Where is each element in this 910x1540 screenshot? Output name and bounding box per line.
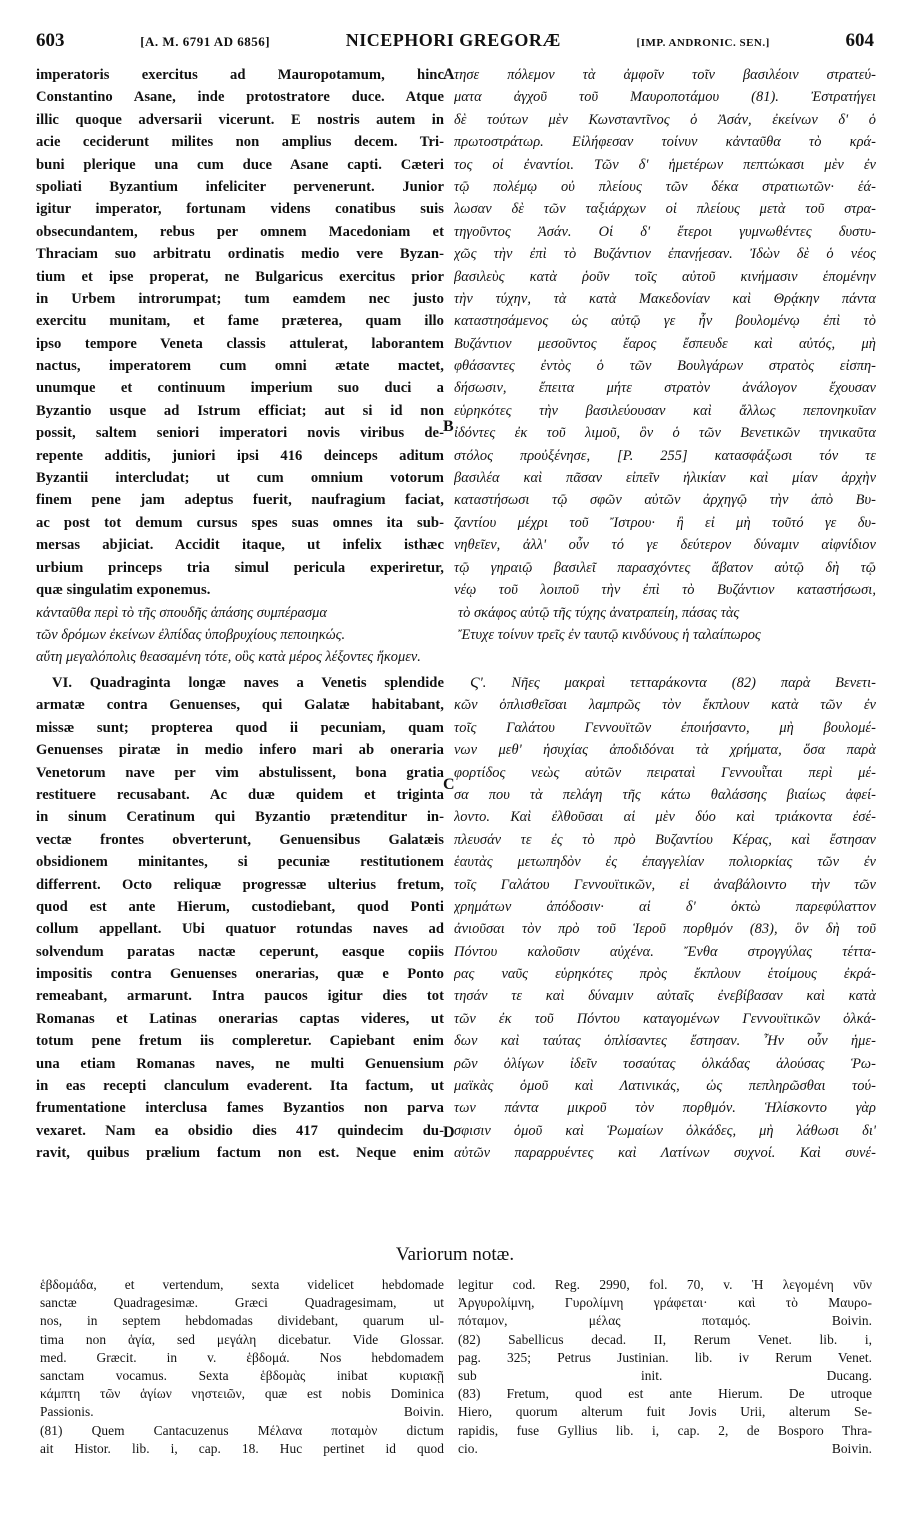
text-line: obsecundantem, rebus per omnem Macedoniam et xyxy=(36,223,444,240)
spanning-left-text: τῶν δρόμων ἐκείνων ἐλπίδας ὑποβρυχίους πεποιηκώς. xyxy=(36,627,346,643)
text-line: τῶν ἐκ τοῦ Πόντου καταγομένων Γεννουϊτικῶν ὁλκά- xyxy=(454,1010,876,1027)
text-line: ἰδόντες ἐκ τοῦ λιμοῦ, ὃν ὁ τῶν Βενετικῶν τηνικαῦτα xyxy=(454,425,876,442)
text-line: vexaret. Nam ea obsidio dies 417 quindecim du- xyxy=(36,1122,444,1139)
text-line: καταστησάμενος ὡς αὐτῷ γε ἦν βουλομένῳ ἐπὶ τὸ xyxy=(454,313,876,330)
page-number-left: 603 xyxy=(36,30,65,51)
text-line: νέῳ τοῦ λοιποῦ τὴν ἐπὶ τὸ Βυζάντιον καταστήσωσι, xyxy=(454,581,876,598)
spanning-left-text: κἀνταῦθα περὶ τὸ τῆς σπουδῆς ἁπάσης συμπέρασμα xyxy=(36,605,327,621)
text-line: τησάν τε καὶ δύναμιν αὐταῖς ἐνεβίβασαν καὶ κατὰ xyxy=(454,988,876,1005)
text-line: una etiam Romanas naves, ne multi Genuensium xyxy=(36,1055,444,1072)
text-line: πρωτοστράτωρ. Εἰλήφεσαν τοίνυν κἀνταῦθα τὸ κρά- xyxy=(454,134,876,151)
text-line: illic quoque adversarii vicerunt. E nostris autem in xyxy=(36,111,444,128)
text-line: νων μεθ' ἡσυχίας ἀποδιδόναι τὰ χρήματα, ὅσα παρὰ xyxy=(454,742,876,759)
running-title: NICEPHORI GREGORÆ xyxy=(345,30,561,50)
text-line: vectæ frontes obverterunt, Genuensibus Galatæis xyxy=(36,831,444,848)
text-line: igitur imperator, fortunam videns conatibus suis xyxy=(36,201,444,218)
text-line: εὑρηκότες τὴν βασιλεύουσαν καὶ ἄλλως πεπονηκυῖαν xyxy=(454,402,876,419)
text-line: nactus, imperatorem cum omni ætate mactet, xyxy=(36,358,444,375)
text-line: λωσαν δὲ τῶν ταξιάρχων οἱ πλείους μετὰ τοῦ στρα- xyxy=(454,201,876,218)
text-line: Byzantio usque ad Istrum efficiat; aut si id non xyxy=(36,402,444,419)
text-line: αὐτῶν παραρρυέντες καὶ Λατίνων συχνοί. Καὶ συνέ- xyxy=(454,1145,876,1162)
text-line: imperatoris exercitus ad Mauropotamum, hinc xyxy=(36,67,444,83)
spanning-line xyxy=(36,602,876,624)
text-line: ζαντίου μέχρι τοῦ Ἴστρου· ἢ εἰ μὴ τοῦτό γε δυ- xyxy=(454,514,876,531)
running-header xyxy=(36,30,874,60)
page-number-right: 604 xyxy=(845,30,874,51)
text-line: repente additis, juniori ipsi 416 deinceps aditum xyxy=(36,447,444,464)
text-line: τησε πόλεμον τὰ ἀμφοῖν τοῖν βασιλέοιν στρατεύ- xyxy=(454,67,876,83)
spanning-right-text: τὸ σκάφος αὐτῷ τῆς τύχης ἀνατραπείη, πάσας τὰς xyxy=(458,605,740,621)
text-line: obsidionem minitantes, si pecuniæ restitutionem xyxy=(36,854,444,871)
text-line: (83) Fretum, quod est ante Hierum. De utroque xyxy=(458,1386,872,1402)
latin-column-upper xyxy=(36,64,444,601)
text-line: med. Græcit. in v. ἑβδομά. Nos hebdomadem xyxy=(40,1349,444,1365)
text-line: Thraciam suo arbitratu ordinatis medio vere Byzan- xyxy=(36,246,444,263)
text-line: Hiero, quorum alterum fuit Jovis Urii, alterum Se- xyxy=(458,1404,872,1420)
text-line: χρημάτων ἀπόδοσιν· αἱ δ' ὀκτὼ παρεφύλαττον xyxy=(454,898,876,915)
notes-title: Variorum notæ. xyxy=(395,1244,515,1265)
text-line: ἑβδομάδα, et vertendum, sexta videlicet hebdomade xyxy=(40,1277,444,1292)
text-line: ravit, quibus prælium factum non est. Neque enim xyxy=(36,1145,444,1162)
text-line: τοῖς Γαλάτου Γεννουϊτικῶν, εἰ ἀναβάλοιντο τὴν τῶν xyxy=(454,876,876,893)
text-line: χῶς τὴν ἐπὶ τὸ Βυζάντιον ἐπανῄεσαν. Ἰδὼν δὲ ὁ νέος xyxy=(454,246,876,263)
date-range: [A. M. 6791 AD 6856] xyxy=(140,34,271,49)
text-line: ac post tot demum cursus spes suas omnes ita sub- xyxy=(36,514,444,531)
spanning-line xyxy=(36,624,876,646)
text-line: τῷ πολέμῳ οὐ πλείους τῶν δέκα στρατιωτῶν· ἑά- xyxy=(454,178,876,195)
text-line: Βυζάντιον μεσοῦντος ἔαρος ἔσπευδε καὶ αὐτός, μὴ xyxy=(454,335,876,352)
text-line: in Urbem introrumpat; tum eamdem nec justo xyxy=(36,290,444,307)
text-line: exercitu munitam, et fame præterea, quam illo xyxy=(36,313,444,330)
text-line: remeabant, armarunt. Intra paucos igitur dies tot xyxy=(36,988,444,1005)
text-line: urbium princeps tria simul pericula experiretur, xyxy=(36,559,444,576)
text-line: βασιλεὺς κατὰ ῥοῦν τοῖς αὐτοῦ κινήμασιν ἑπομένην xyxy=(454,268,876,285)
text-line: tium et ipse properat, ne Bulgaricus exercitus prior xyxy=(36,268,444,285)
text-line: impositis contra Genuenses onerarias, quæ e Ponto xyxy=(36,966,444,983)
text-line: sanctæ Quadragesimæ. Græci Quadragesimam, ut xyxy=(40,1295,444,1311)
text-line: ipso tempore Veneta classis attulerat, laborantem xyxy=(36,335,444,352)
text-line: in sinum Ceratinum qui Byzantio prætenditur in- xyxy=(36,809,444,826)
margin-letter-c: C xyxy=(443,776,455,793)
margin-letter-a: A xyxy=(443,66,455,83)
text-line: ματα ἀγχοῦ τοῦ Μαυροποτάμου (81). Ἐστρατήγει xyxy=(454,89,876,106)
text-line: πλευσάν τε ἐς τὸ πρὸ Βυζαντίου Κέρας, καὶ ἔστησαν xyxy=(454,831,876,848)
text-line: σφισιν ὁμοῦ καὶ Ῥωμαίων ὁλκάδες, μὴ λάθωσι δι' xyxy=(454,1122,876,1139)
text-line: δὲ τούτων μὲν Κωνσταντῖνος ὁ Ἀσάν, ἐκείνων δ' ὁ xyxy=(454,111,876,128)
text-line: ρας ναῦς εὑρηκότες πρὸς ἔκπλουν ἑτοίμους ἐκρά- xyxy=(454,966,876,983)
text-line: pag. 325; Petrus Justinian. lib. iv Rerum Venet. xyxy=(458,1349,872,1365)
text-line: κάμπτη τῶν ἁγίων νηστειῶν, quæ est nobis Dominica xyxy=(40,1386,444,1402)
text-line: solvendum paratas nactæ ceperunt, easque copiis xyxy=(36,943,444,960)
text-line: Ϛ'. Νῆες μακραὶ τετταράκοντα (82) παρὰ Βενετι- xyxy=(470,675,876,691)
text-line: των πάντα μικροῦ τὸν πορθμόν. Ἡλίσκοντο γὰρ xyxy=(454,1100,876,1117)
text-line: VI. Quadraginta longæ naves a Venetis splendide xyxy=(52,675,444,691)
text-line: collum appellant. Ubi quatuor rotundas naves ad xyxy=(36,921,444,938)
text-line: δήσωσιν, ἔπειτα μήτε στρατὸν ἀνάλογον ἔχουσαν xyxy=(454,380,876,397)
text-line: τοῖς Γαλάτου Γεννουϊτῶν ἐποιήσαντο, μὴ βουλομέ- xyxy=(454,719,876,736)
text-line: κῶν ὁπλισθεῖσαι λαμπρῶς τὸν ἔκπλουν κατὰ τῶν ἐν xyxy=(454,697,876,714)
text-line: armatæ contra Genuenses, qui Galatæ habitabant, xyxy=(36,697,444,714)
text-line: νηθεῖεν, ἀλλ' οὖν τό γε δεύτερον δύναμιν αἰφνίδιον xyxy=(454,537,876,554)
text-line: quod est ante Hierum, custodiebant, quod Ponti xyxy=(36,898,444,915)
text-line: Constantino Asane, inde protostratore duce. Atque xyxy=(36,89,444,106)
text-line: στόλος προὐξένησε, [P. 255] κατασφάξωσι τόν τε xyxy=(454,447,876,464)
section-label: [IMP. ANDRONIC. SEN.] xyxy=(636,37,770,49)
text-line: in eas recepti clanculum evaderent. Ita factum, ut xyxy=(36,1078,444,1095)
notes-right-column xyxy=(458,1276,872,1458)
text-line: τὴν τύχην, τὰ κατὰ Μακεδονίαν καὶ Θρᾴκην πάντα xyxy=(454,290,876,307)
text-line: μαϊκὰς ὁμοῦ καὶ Λατινικάς, ὡς πεπληρῶσθαι τού- xyxy=(454,1078,876,1095)
text-line: totum pene fretum iis compleretur. Capiebant enim xyxy=(36,1033,444,1050)
text-line: sanctam vocamus. Sexta ἑβδομὰς inibat κυριακῇ xyxy=(40,1367,444,1383)
text-line: ait Histor. lib. i, cap. 18. Huc pertinet id quod xyxy=(40,1440,444,1456)
text-line: Πόντου καλοῦσιν αὐχένα. Ἔνθα στρογγύλας τέττα- xyxy=(454,943,876,960)
latin-column-lower xyxy=(36,672,444,1165)
text-line: tima non ἁγία, sed μεγάλη dicebatur. Vide Glossar. xyxy=(40,1331,444,1347)
text-line: frumentatione interclusa fames Byzantios non parva xyxy=(36,1100,444,1117)
text-line: Romanas et Latinas onerarias captas videres, ut xyxy=(36,1010,444,1027)
text-line: Ἀργυρολίμνη, Γυρολίμνη γράφεται· καὶ τὸ Μαυρο- xyxy=(458,1295,872,1311)
text-line: restituere recusabant. Ac duæ quidem et triginta xyxy=(36,786,444,803)
text-line: nos, in septem hebdomadas dividebant, quarum ul- xyxy=(40,1313,444,1329)
text-line: sub init. Ducang. xyxy=(458,1367,872,1383)
spanning-left-text: αὕτη μεγαλόπολις θεασαμένη τότε, οὓς κατὰ μέρος λέξοντες ἥκομεν. xyxy=(36,649,421,665)
text-line: δων καὶ ταύτας ὁπλίσαντες ἔστησαν. Ἦν οὖν ἡμε- xyxy=(454,1033,876,1050)
text-line: acie ceciderunt milites non amplius decem. Tri- xyxy=(36,134,444,151)
text-line: missæ sunt; propterea quod ii pecuniam, quam xyxy=(36,719,444,736)
text-line: differrent. Octo reliquæ progressæ ulterius fretum, xyxy=(36,876,444,893)
text-line: σα που τὰ πελάγη τῆς κάτω θαλάσσης βιαίως ἀφεί- xyxy=(454,786,876,803)
text-line: (82) Sabellicus decad. II, Rerum Venet. lib. i, xyxy=(458,1331,872,1347)
text-line: spoliati Byzantium infeliciter pervenerunt. Junior xyxy=(36,178,444,195)
text-line: unumque et continuum imperium suo duci a xyxy=(36,380,444,397)
text-line: τηγοῦντος Ἀσάν. Οἱ δ' ἕτεροι γυμνωθέντες δυστυ- xyxy=(454,223,876,240)
spanning-right-text: Ἔτυχε τοίνυν τρεῖς ἐν ταυτῷ κινδύνους ἡ ταλαίπωρος xyxy=(458,627,761,643)
text-line: φορτίδος νεὼς αὐτῶν πειραταὶ Γεννουῗται περὶ μέ- xyxy=(454,764,876,781)
text-line: (81) Quem Cantacuzenus Μέλανα ποταμὸν dictum xyxy=(40,1422,444,1438)
text-line: rapidis, fuse Gyllius lib. i, cap. 2, de Bosporo Thra- xyxy=(458,1422,872,1438)
text-line: φθάσαντες ἐντὸς ὁ τῶν Βουλγάρων στρατὸς εἰσπη- xyxy=(454,358,876,375)
text-line: λοντο. Καὶ ἐλθοῦσαι αἱ μὲν δύο καὶ τριάκοντα ἐσέ- xyxy=(454,809,876,826)
text-line: καταστήσωσι τῷ σφῶν αὐτῶν ἀρχηγῷ τὴν ἀπὸ Βυ- xyxy=(454,492,876,509)
text-line: Genuenses piratæ in medio infero mari ab oneraria xyxy=(36,742,444,759)
text-line: possit, saltem seniori imperatori novis viribus de- xyxy=(36,425,444,442)
text-line: finem pene jam adeptus fuerit, naufragium faciat, xyxy=(36,492,444,509)
text-line: πόταμον, μέλας ποταμός. Boivin. xyxy=(458,1313,872,1329)
text-line: τῷ γηραιῷ βασιλεῖ παρασχόντες ἄβατον αὐτῷ δὴ τῷ xyxy=(454,559,876,576)
text-line: legitur cod. Reg. 2990, fol. 70, v. Ἡ λεγομένη νῦν xyxy=(458,1277,872,1292)
text-line: Passionis. Boivin. xyxy=(40,1404,444,1420)
text-line: quæ singulatim exponemus. xyxy=(36,581,211,598)
text-line: mersas abjiciat. Accidit itaque, ut infelix isthæc xyxy=(36,537,444,554)
greek-column-upper xyxy=(454,64,876,601)
spanning-line xyxy=(36,646,876,668)
margin-letter-d: D xyxy=(443,1124,455,1141)
text-line: buni plerique una cum duce Asane capti. Cæteri xyxy=(36,156,444,173)
text-line: τος οἱ ἐναντίοι. Τῶν δ' ἡμετέρων πεπτώκασι μὲν ἐν xyxy=(454,156,876,173)
text-line: ἑαυτὰς μετωπηδὸν ἐς ἐπαγγελίαν πολιορκίας τῶν ἐν xyxy=(454,854,876,871)
text-line: cio. Boivin. xyxy=(458,1440,872,1456)
text-line: Byzantii intercludat; ut cum omnium votorum xyxy=(36,470,444,487)
text-line: ρῶν ὀλίγων ἰδεῖν τοσαύτας ὁλκάδας ἁλούσας Ῥω- xyxy=(454,1055,876,1072)
margin-letter-b: B xyxy=(443,418,454,435)
greek-column-lower xyxy=(454,672,876,1165)
text-line: Venetorum nave per vim abstulissent, bona gratia xyxy=(36,764,444,781)
text-line: ἀνιοῦσαι τὸν πρὸ τοῦ Ἱεροῦ πορθμόν (83), ὃν δὴ τοῦ xyxy=(454,921,876,938)
text-line: βασιλέα καὶ πᾶσαν εἰπεῖν ἡλικίαν καὶ μίαν ἀρχὴν xyxy=(454,470,876,487)
notes-left-column xyxy=(40,1276,444,1458)
